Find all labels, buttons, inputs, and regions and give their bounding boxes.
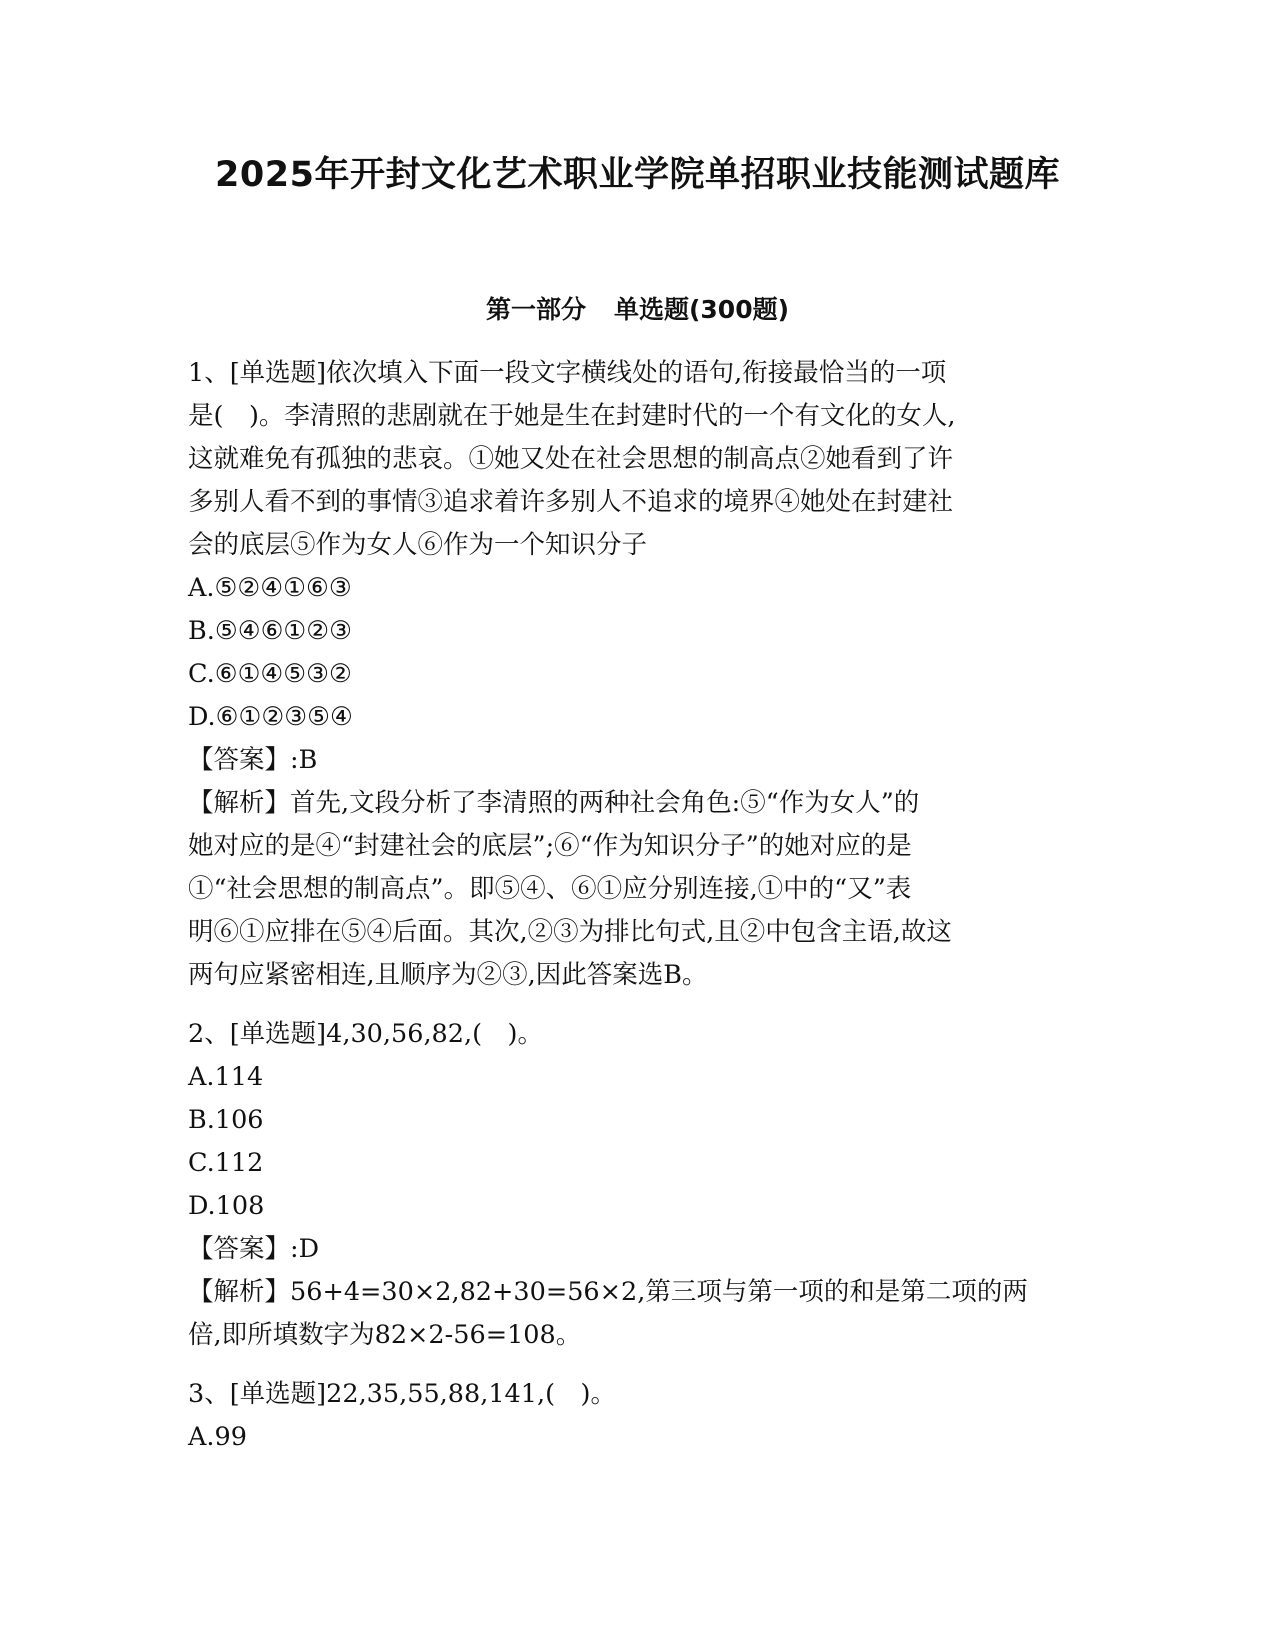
analysis-line: 明⑥①应排在⑤④后面。其次,②③为排比句式,且②中包含主语,故这 bbox=[188, 917, 952, 947]
answer-line bbox=[188, 739, 1088, 782]
analysis-text: 56+4=30×2,82+30=56×2,第三项与第一项的和是第二项的两 bbox=[290, 1277, 1028, 1307]
stem-line: 这就难免有孤独的悲哀。①她又处在社会思想的制高点②她看到了许 bbox=[188, 444, 954, 474]
answer-label: 【答案】: bbox=[188, 745, 299, 775]
document-title: 2025年开封文化艺术职业学院单招职业技能测试题库 bbox=[215, 155, 1060, 195]
option-b: B.⑤④⑥①②③ bbox=[188, 616, 353, 646]
question-1 bbox=[188, 352, 1088, 997]
question-stem bbox=[188, 1373, 1088, 1416]
analysis-line: 她对应的是④“封建社会的底层”;⑥“作为知识分子”的她对应的是 bbox=[188, 831, 912, 861]
option-a: A.⑤②④①⑥③ bbox=[188, 573, 352, 603]
option-b: B.106 bbox=[188, 1105, 264, 1135]
stem-line: 是( )。李清照的悲剧就在于她是生在封建时代的一个有文化的女人, bbox=[188, 401, 956, 431]
option-list bbox=[188, 1056, 1088, 1228]
analysis-line: ①“社会思想的制高点”。即⑤④、⑥①应分别连接,①中的“又”表 bbox=[188, 874, 912, 904]
option-c: C.⑥①④⑤③② bbox=[188, 659, 352, 689]
stem-line: 多别人看不到的事情③追求着许多别人不追求的境界④她处在封建社 bbox=[188, 487, 954, 517]
analysis-line: 倍,即所填数字为82×2-56=108。 bbox=[188, 1320, 582, 1350]
analysis-line bbox=[188, 782, 1088, 825]
question-3 bbox=[188, 1373, 1088, 1459]
analysis-label: 【解析】 bbox=[188, 1277, 291, 1307]
stem-line: 3、[单选题]22,35,55,88,141,( )。 bbox=[188, 1379, 617, 1409]
stem-line: 会的底层⑤作为女人⑥作为一个知识分子 bbox=[188, 530, 648, 560]
option-list bbox=[188, 1416, 1088, 1459]
answer-value: B bbox=[298, 745, 318, 775]
option-a: A.99 bbox=[188, 1422, 247, 1452]
question-stem bbox=[188, 352, 1088, 567]
stem-line: 1、[单选题]依次填入下面一段文字横线处的语句,衔接最恰当的一项 bbox=[188, 358, 947, 388]
answer-line bbox=[188, 1228, 1088, 1271]
analysis-text: 首先,文段分析了李清照的两种社会角色:⑤“作为女人”的 bbox=[290, 788, 920, 818]
analysis-label: 【解析】 bbox=[188, 788, 291, 818]
stem-line: 2、[单选题]4,30,56,82,( )。 bbox=[188, 1019, 544, 1049]
option-list bbox=[188, 567, 1088, 739]
analysis-block bbox=[188, 1271, 1088, 1357]
answer-label: 【答案】: bbox=[188, 1234, 299, 1264]
option-c: C.112 bbox=[188, 1148, 264, 1178]
analysis-line bbox=[188, 1271, 1088, 1314]
section-part: 第一部分 bbox=[485, 295, 586, 324]
option-d: D.⑥①②③⑤④ bbox=[188, 702, 353, 732]
option-d: D.108 bbox=[188, 1191, 265, 1221]
question-list bbox=[188, 352, 1088, 1459]
analysis-block bbox=[188, 782, 1088, 997]
section-heading bbox=[0, 290, 1275, 330]
analysis-line: 两句应紧密相连,且顺序为②③,因此答案选B。 bbox=[188, 960, 708, 990]
option-a: A.114 bbox=[188, 1062, 264, 1092]
question-stem bbox=[188, 1013, 1088, 1056]
section-name: 单选题(300题) bbox=[613, 295, 790, 324]
answer-value: D bbox=[298, 1234, 320, 1264]
question-2 bbox=[188, 1013, 1088, 1357]
